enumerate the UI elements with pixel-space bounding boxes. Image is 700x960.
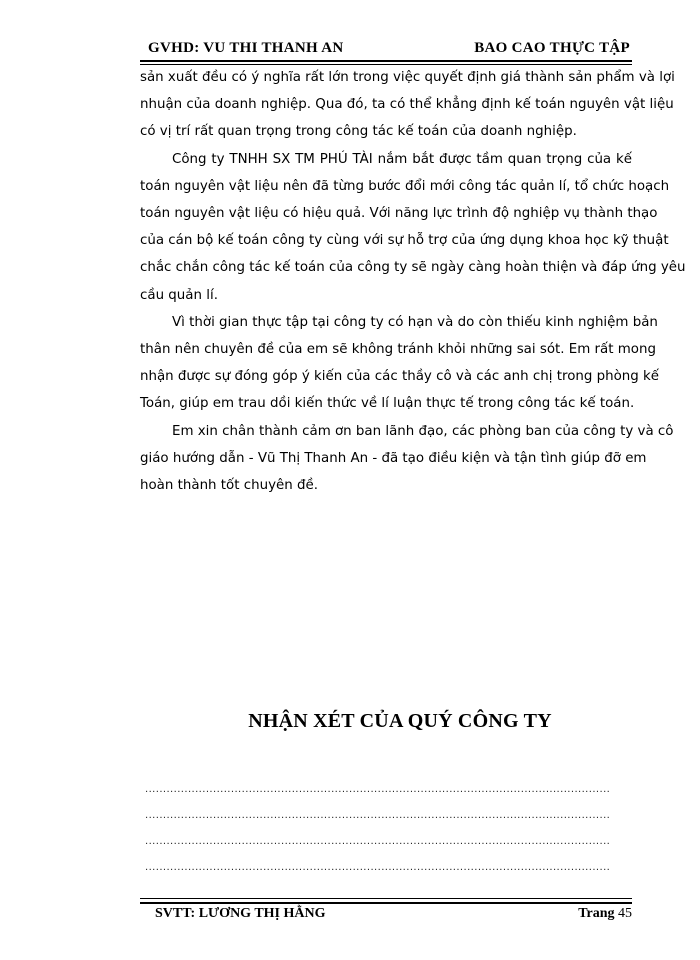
page-number — [578, 906, 632, 922]
text-line: Công ty TNHH SX TM PHÚ TÀI nắm bắt được tầm quan trọng của kế — [172, 151, 632, 167]
paragraph-4 — [140, 418, 674, 500]
text-line: Em xin chân thành cảm ơn ban lãnh đạo, các phòng ban của công ty và cô — [172, 423, 674, 439]
paragraph-2 — [140, 146, 686, 309]
text-line: có vị trí rất quan trọng trong công tác kế toán của doanh nghiệp. — [140, 124, 577, 140]
page-number-value: 45 — [618, 906, 632, 921]
text-line: cầu quản lí. — [140, 287, 218, 303]
text-line: thân nên chuyên đề của em sẽ không tránh khỏi những sai sót. Em rất mong — [140, 342, 656, 358]
supervisor-label: GVHD: VU THI THANH AN — [148, 40, 344, 56]
paragraph-3 — [140, 309, 660, 418]
dotted-line: .................................................................................................................................. — [145, 810, 610, 821]
paragraph-1 — [140, 64, 675, 146]
text-line: của cán bộ kế toán công ty cùng với sự hỗ trợ của ứng dụng khoa học kỹ thuật — [140, 233, 669, 249]
report-title: BAO CAO THỰC TẬP — [474, 40, 630, 56]
header-rule-thick — [140, 60, 632, 62]
footer-rule-thin — [140, 898, 632, 899]
text-line: Toán, giúp em trau dồi kiến thức về lí luận thực tế trong công tác kế toán. — [140, 396, 635, 412]
footer-rule-thick — [140, 902, 632, 904]
dotted-line: .................................................................................................................................. — [145, 784, 610, 795]
text-line: sản xuất đều có ý nghĩa rất lớn trong việc quyết định giá thành sản phẩm và lợi — [140, 70, 675, 85]
text-line: toán nguyên vật liệu nên đã từng bước đổi mới công tác quản lí, tổ chức hoạch — [140, 178, 670, 194]
text-line: Vì thời gian thực tập tại công ty có hạn và do còn thiếu kinh nghiệm bản — [172, 314, 658, 330]
dotted-line: .................................................................................................................................. — [145, 836, 610, 847]
text-line: giáo hướng dẫn - Vũ Thị Thanh An - đã tạo điều kiện và tận tình giúp đỡ em — [140, 450, 647, 466]
text-line: chắc chắn công tác kế toán của công ty sẽ ngày càng hoàn thiện và đáp ứng yêu — [140, 260, 686, 276]
body-text — [140, 64, 686, 499]
dotted-line: .................................................................................................................................. — [145, 862, 610, 873]
text-line: nhuận của doanh nghiệp. Qua đó, ta có thể khẳng định kế toán nguyên vật liệu — [140, 97, 674, 113]
student-label: SVTT: LƯƠNG THỊ HẰNG — [155, 906, 326, 921]
text-line: hoàn thành tốt chuyên đề. — [140, 478, 318, 494]
page-header — [140, 36, 632, 58]
text-line: toán nguyên vật liệu có hiệu quả. Với năng lực trình độ nghiệp vụ thành thạo — [140, 206, 658, 222]
page-label: Trang — [578, 906, 615, 921]
section-title: NHẬN XÉT CỦA QUÝ CÔNG TY — [248, 710, 552, 732]
text-line: nhận được sự đóng góp ý kiến của các thầy cô và các anh chị trong phòng kế — [140, 369, 660, 385]
